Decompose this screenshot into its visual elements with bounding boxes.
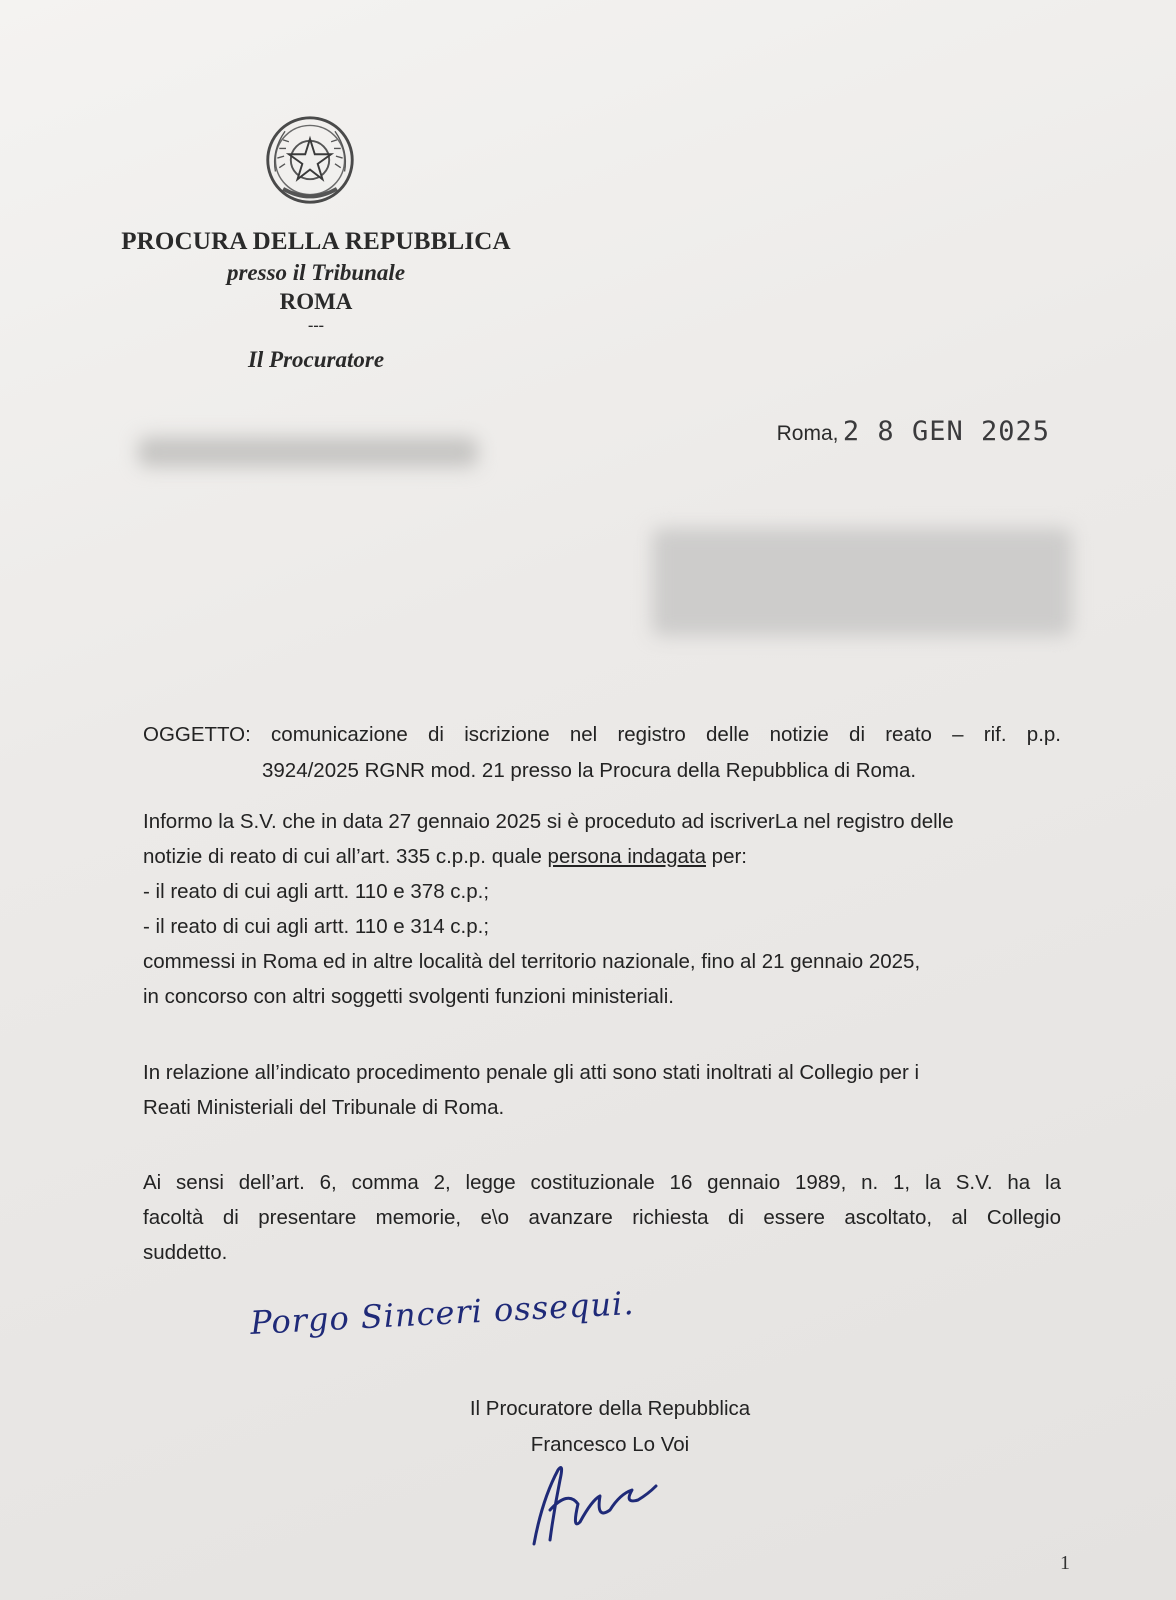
text-run: per: (705, 845, 748, 868)
subject-line (143, 717, 1061, 752)
paragraph-line: facoltà di presentare memorie, e\o avanzare richiesta di essere ascoltato, al Collegio (143, 1206, 1061, 1229)
paragraph-2 (143, 1055, 1061, 1125)
redacted-protocol (138, 437, 478, 467)
subject-text: OGGETTO: comunicazione di iscrizione nel registro delle notizie di reato – rif. p.p. (143, 723, 1061, 746)
list-item: - il reato di cui agli artt. 110 e 378 c.p.; (143, 880, 490, 903)
paragraph-line: commessi in Roma ed in altre località del territorio nazionale, fino al 21 gennaio 2025, (143, 950, 921, 973)
paragraph-line: suddetto. (143, 1241, 228, 1264)
date-line (700, 416, 1050, 447)
signatory-name: Francesco Lo Voi (530, 1433, 690, 1456)
text-run: notizie di reato di cui all’art. 335 c.p.p. quale (143, 845, 548, 868)
office-subtitle: presso il Tribunale (226, 260, 406, 285)
redacted-recipient (652, 528, 1072, 636)
paragraph-3 (143, 1165, 1061, 1270)
underlined-term: persona indagata (547, 845, 706, 868)
list-item: - il reato di cui agli artt. 110 e 314 c.p.; (143, 915, 490, 938)
paragraph-line: Informo la S.V. che in data 27 gennaio 2025 si è proceduto ad iscriverLa nel registro delle (143, 810, 954, 833)
paragraph-line: Ai sensi dell’art. 6, comma 2, legge costituzionale 16 gennaio 1989, n. 1, la S.V. ha la (143, 1171, 1061, 1194)
signatory-title: Il Procuratore della Repubblica (469, 1397, 751, 1420)
paragraph-line (143, 839, 1061, 874)
paragraph-line: Reati Ministeriali del Tribunale di Roma. (143, 1096, 505, 1119)
italian-republic-emblem-icon (262, 112, 358, 208)
office-name: PROCURA DELLA REPUBBLICA (121, 228, 511, 255)
subject-continuation (262, 753, 1062, 788)
header-separator: --- (308, 317, 324, 334)
paragraph-line: in concorso con altri soggetti svolgenti funzioni ministeriali. (143, 985, 674, 1008)
office-city: ROMA (279, 289, 353, 314)
handwritten-signature-icon (520, 1460, 670, 1550)
handwritten-closing: Porgo Sinceri ossequi. (249, 1283, 636, 1343)
subject-text-cont: 3924/2025 RGNR mod. 21 presso la Procura della Repubblica di Roma. (262, 759, 917, 782)
paragraph-line: In relazione all’indicato procedimento penale gli atti sono stati inoltrati al Collegio per i (143, 1061, 920, 1084)
date-stamp: 2 8 GEN 2025 (842, 416, 1050, 447)
office-role: Il Procuratore (247, 347, 385, 372)
date-place: Roma, (776, 422, 839, 445)
paragraph-1 (143, 804, 1061, 1014)
page-number: 1 (1060, 1552, 1070, 1574)
